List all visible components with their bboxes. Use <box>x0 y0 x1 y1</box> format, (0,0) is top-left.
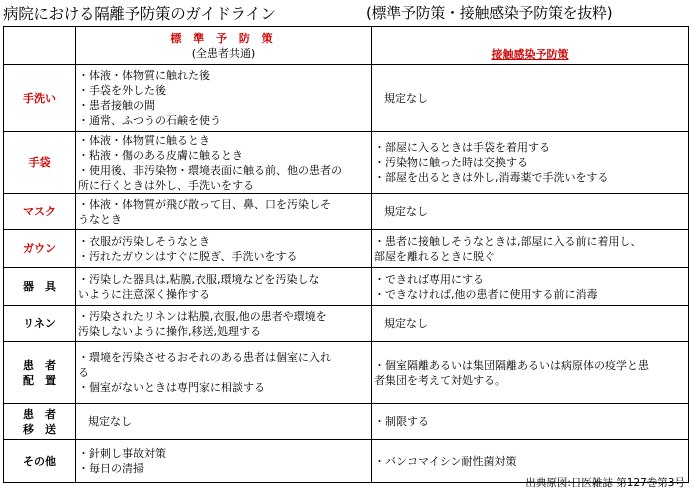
standard-text-line: ・体液・体物質が飛び散って目、鼻、口を汚染しそ <box>78 197 331 211</box>
header-empty-cell <box>4 27 76 65</box>
table-row <box>4 230 689 268</box>
standard-text-line: うなとき <box>78 212 122 226</box>
row-label <box>4 230 76 268</box>
row-label-text: 患 者 <box>23 358 56 372</box>
contact-cell <box>372 194 689 230</box>
row-label-text: 器 具 <box>23 280 56 293</box>
contact-text-line: ・バンコマイシン耐性菌対策 <box>374 454 517 468</box>
standard-text-line: ・衣服が汚染しそうなとき <box>78 234 210 248</box>
standard-text-line: ・汚染されたリネンは粘膜,衣服,他の患者や環境を <box>78 309 327 323</box>
header-row <box>4 27 689 65</box>
standard-cell <box>76 306 372 342</box>
table-row <box>4 306 689 342</box>
precautions-table <box>3 26 689 483</box>
standard-text-line: いように注意深く操作する <box>78 287 210 301</box>
standard-cell <box>76 342 372 404</box>
row-label-text: マスク <box>23 205 56 218</box>
standard-text-line: 所に行くときは外し、手洗いをする <box>78 178 254 192</box>
table-row <box>4 342 689 404</box>
contact-text-line: ・汚染物に触った時は交換する <box>374 156 528 169</box>
standard-text-line: ・針刺し事故対策 <box>78 447 166 460</box>
table-row <box>4 65 689 132</box>
contact-text-line: 部屋を離れるときに脱ぐ <box>374 249 495 263</box>
standard-cell <box>76 404 372 440</box>
standard-text-line: ・粘液・傷のある皮膚に触るとき <box>78 148 243 162</box>
contact-text-line: ・部屋に入るときは手袋を着用する <box>374 141 550 154</box>
standard-cell <box>76 268 372 306</box>
standard-text-line: 規定なし <box>88 415 132 428</box>
row-label <box>4 306 76 342</box>
header-standard <box>76 27 372 65</box>
contact-cell <box>372 404 689 440</box>
header-standard-label: 標 準 予 防 策 <box>170 31 277 45</box>
standard-text-line: ・体液・体物質に触れた後 <box>78 69 210 82</box>
page-title: 病院における隔離予防策のガイドライン <box>3 5 276 23</box>
row-label <box>4 132 76 194</box>
row-label <box>4 440 76 483</box>
standard-text-line: 汚染しないように操作,移送,処理する <box>78 324 261 338</box>
standard-cell <box>76 194 372 230</box>
contact-cell <box>372 230 689 268</box>
row-label-text: 手袋 <box>28 156 51 169</box>
standard-text-line: ・毎日の清掃 <box>78 462 144 475</box>
header-contact-label: 接触感染予防策 <box>491 48 569 61</box>
contact-text-line: 規定なし <box>384 91 428 105</box>
row-label-text: 患 者 <box>23 407 56 421</box>
row-label-text: 移 送 <box>23 422 56 436</box>
standard-cell <box>76 440 372 483</box>
standard-text-line: ・体液・体物質に触るとき <box>78 133 210 147</box>
table-row <box>4 194 689 230</box>
page-subtitle: (標準予防策・接触感染予防策を抜粋) <box>366 4 613 22</box>
row-label-text: その他 <box>23 454 56 468</box>
contact-text-line: ・部屋を出るときは外し,消毒薬で手洗いをする <box>374 171 609 184</box>
standard-text-line: ・汚染した器具は,粘膜,衣服,環境などを汚染しな <box>78 272 320 286</box>
source-citation: 出典原図:日医雑誌 第127巻第3号 <box>525 477 685 489</box>
standard-text-line: ・通常、ふつうの石鹸を使う <box>78 114 221 127</box>
row-label <box>4 65 76 132</box>
contact-text-line: 者集団を考えて対処する。 <box>374 373 506 387</box>
table-row <box>4 132 689 194</box>
header-standard-note: (全患者共通) <box>191 46 256 60</box>
header-contact <box>372 27 689 65</box>
row-label <box>4 268 76 306</box>
contact-cell <box>372 65 689 132</box>
contact-text-line: ・制限する <box>374 415 429 428</box>
row-label-text: 配 置 <box>23 373 56 387</box>
row-label <box>4 404 76 440</box>
standard-text-line: る <box>78 366 89 379</box>
contact-text-line: ・患者に接触しそうなときは,部屋に入る前に着用し、 <box>374 234 642 248</box>
row-label-text: リネン <box>23 317 56 330</box>
contact-text-line: 規定なし <box>384 205 428 218</box>
contact-text-line: 規定なし <box>384 317 428 330</box>
row-label-text: ガウン <box>23 242 56 255</box>
contact-cell <box>372 132 689 194</box>
standard-text-line: ・患者接触の間 <box>78 99 155 112</box>
standard-text-line: ・環境を汚染させるおそれのある患者は個室に入れ <box>78 351 331 364</box>
standard-text-line: ・個室がないときは専門家に相談する <box>78 381 265 394</box>
standard-cell <box>76 132 372 194</box>
standard-cell <box>76 230 372 268</box>
contact-cell <box>372 268 689 306</box>
table-row <box>4 268 689 306</box>
standard-cell <box>76 65 372 132</box>
contact-text-line: ・できれば専用にする <box>374 272 484 286</box>
contact-text-line: ・できなければ,他の患者に使用する前に消毒 <box>374 287 598 301</box>
row-label <box>4 342 76 404</box>
contact-cell <box>372 306 689 342</box>
row-label <box>4 194 76 230</box>
row-label-text: 手洗い <box>23 91 56 105</box>
standard-text-line: ・手袋を外した後 <box>78 84 166 97</box>
standard-text-line: ・汚れたガウンはすぐに脱ぎ、手洗いをする <box>78 249 298 263</box>
table-row <box>4 404 689 440</box>
standard-text-line: ・使用後、非汚染物・環境表面に触る前、他の患者の <box>78 163 342 177</box>
contact-text-line: ・個室隔離あるいは集団隔離あるいは病原体の疫学と患 <box>374 358 649 372</box>
contact-cell <box>372 342 689 404</box>
